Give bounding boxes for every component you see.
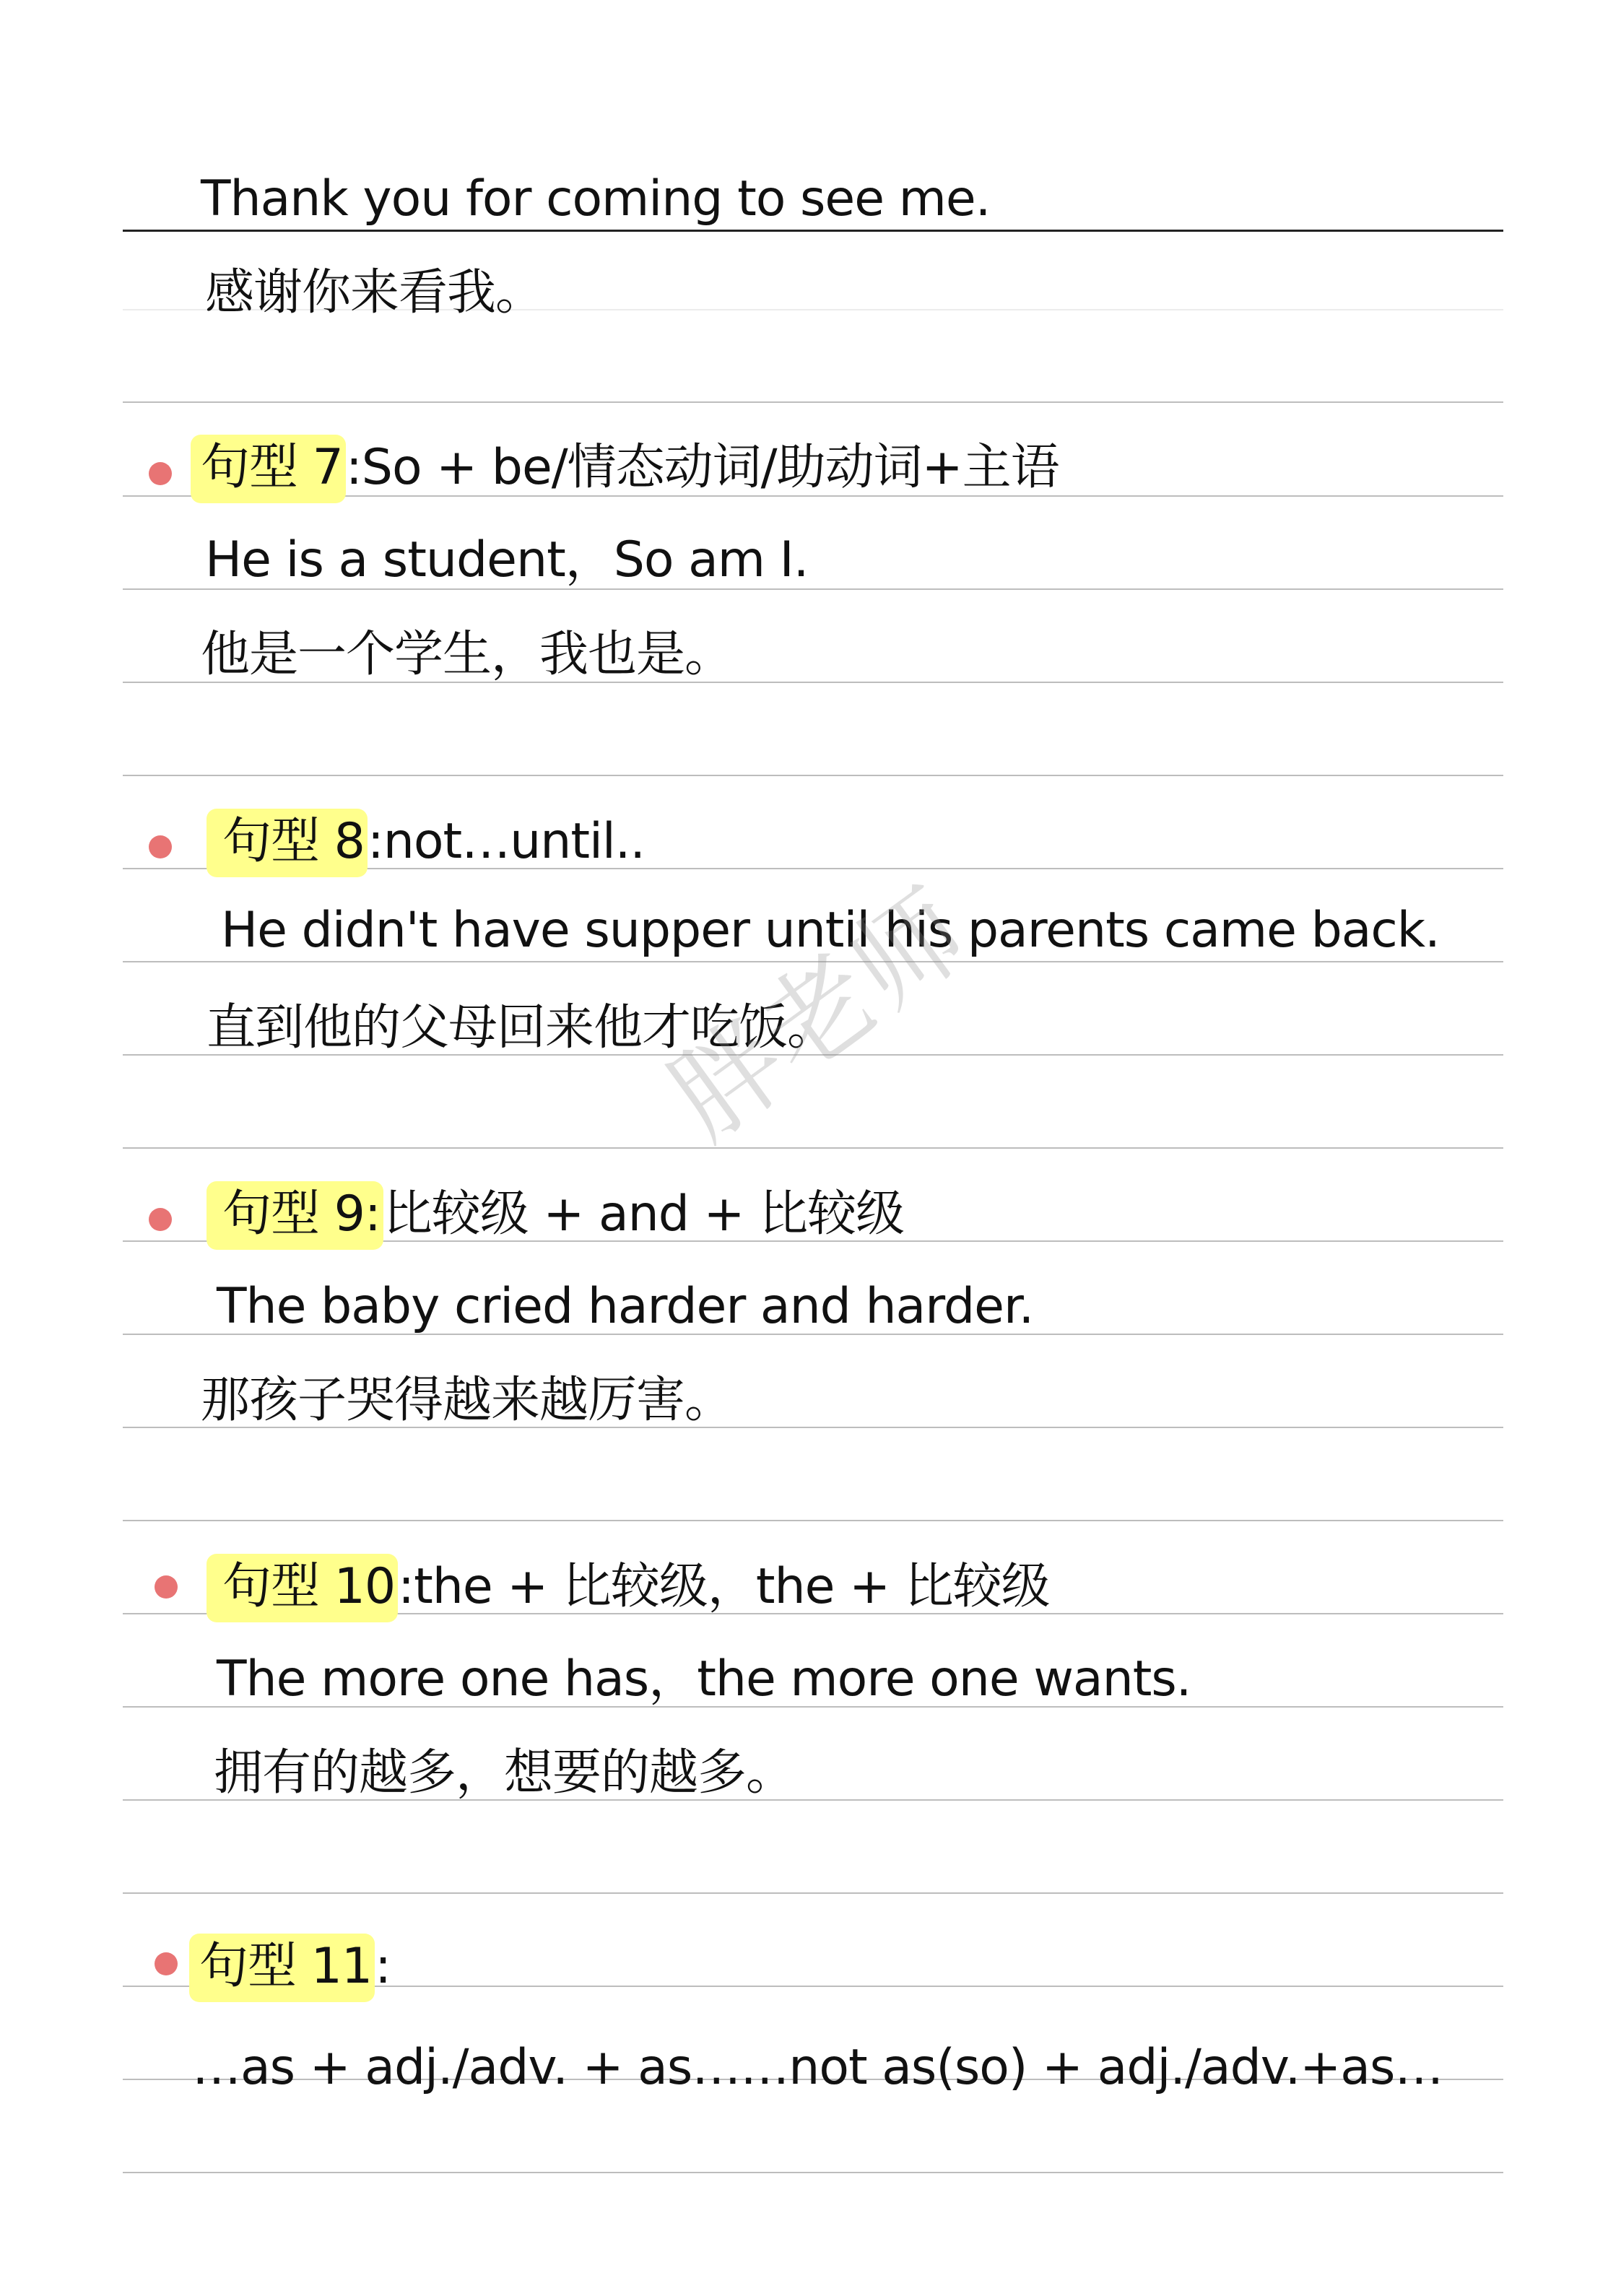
pattern-label: 句型 10: [207, 1554, 398, 1622]
pattern-formula: 比较级 + and + 比较级: [383, 1186, 905, 1243]
bullet-dot: [149, 1208, 172, 1231]
pattern-label: 句型 9:: [207, 1181, 383, 1250]
pattern-heading: [191, 439, 1059, 496]
example-chinese: 拥有的越多，想要的越多。: [214, 1744, 795, 1801]
intro-english: Thank you for coming to see me.: [201, 170, 991, 227]
intro-chinese: 感谢你来看我。: [205, 264, 544, 321]
pattern-label: 句型 8: [207, 809, 368, 877]
watermark: 胖老师: [648, 865, 992, 1164]
pattern-formula: :not…until..: [367, 813, 646, 870]
pattern-heading: [189, 1938, 391, 1995]
ruled-line: [123, 961, 1503, 962]
bullet-dot: [149, 462, 172, 485]
example-english: He is a student，So am I.: [205, 531, 809, 588]
ruled-line: [123, 1520, 1503, 1521]
example-english: He didn't have supper until his parents came back.: [221, 902, 1440, 959]
bullet-dot: [155, 1952, 178, 1975]
pattern-heading: [207, 813, 646, 870]
ruled-line: [123, 401, 1503, 403]
example-english: The baby cried harder and harder.: [217, 1278, 1034, 1335]
pattern-formula: :So + be/情态动词/助动词+主语: [345, 439, 1059, 496]
example-english: The more one has，the more one wants.: [217, 1651, 1191, 1708]
pattern-heading: [207, 1558, 1050, 1615]
ruled-line: [123, 1147, 1503, 1149]
ruled-line: [123, 588, 1503, 590]
example-chinese: 直到他的父母回来他才吃饭。: [207, 999, 836, 1056]
ruled-line: [123, 2172, 1503, 2173]
bullet-dot: [149, 835, 172, 858]
example-chinese: 那孩子哭得越来越厉害。: [201, 1372, 734, 1429]
pattern-formula: :the + 比较级，the + 比较级: [398, 1558, 1050, 1615]
example-english: …as + adj./adv. + as……not as(so) + adj./adv.+as…: [192, 2039, 1443, 2096]
ruled-line: [123, 775, 1503, 776]
pattern-heading: [207, 1186, 905, 1243]
pattern-label: 句型 7: [191, 435, 346, 503]
ruled-line: [123, 230, 1503, 232]
pattern-formula: :: [375, 1938, 391, 1995]
pattern-label: 句型 11: [189, 1934, 375, 2002]
example-chinese: 他是一个学生，我也是。: [201, 626, 734, 683]
bullet-dot: [155, 1575, 178, 1599]
ruled-line: [123, 1892, 1503, 1894]
